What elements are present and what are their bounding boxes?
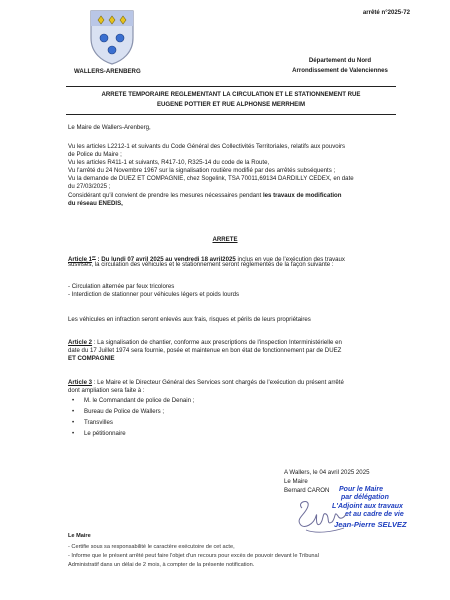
footer-title: Le Maire xyxy=(68,533,91,539)
vu-demande-line-2: du 27/03/2025 ; xyxy=(68,183,111,190)
signature-name: Bernard CARON xyxy=(284,487,330,494)
recipient-item: • Le pétitionnaire xyxy=(72,430,126,437)
coat-of-arms-logo xyxy=(88,8,136,66)
vu-demande-line-1: Vu la demande de DUEZ ET COMPAGNIE, chez Sogelink, TSA 70011,69134 DARDILLY CEDEX, en date xyxy=(68,175,354,182)
delegation-stamp-line-4: et au cadre de vie xyxy=(345,511,404,518)
title-box xyxy=(66,86,396,115)
footer-line-1: - Certifie sous sa responsabilité le caractère exécutoire de cet acte, xyxy=(68,544,235,550)
signature-role: Le Maire xyxy=(284,478,308,485)
arrete-heading: ARRETE xyxy=(212,236,238,243)
arrete-number: arrêté n°2025-72 xyxy=(362,9,410,16)
considerant-line-1: Considérant qu'il convient de prendre les mesures nécessaires pendant les travaux de modification xyxy=(68,192,342,199)
footer-line-2: - Informe que le présent arrêté peut faire l'objet d'un recours pour excès de pouvoir devant le Tribunal xyxy=(68,553,319,559)
vu-arrete-1967: Vu l'arrêté du 24 Novembre 1967 sur la signalisation routière modifié par des arrêtés subséquents ; xyxy=(68,167,336,174)
recipient-item: • Transvilles xyxy=(72,419,113,426)
title-line-1: ARRETE TEMPORAIRE REGLEMENTANT LA CIRCULATION ET LE STATIONNEMENT RUE xyxy=(101,91,361,98)
delegation-stamp-line-1: Pour le Maire xyxy=(339,486,383,493)
delegation-stamp-line-2: par délégation xyxy=(341,494,389,501)
infraction-notice: Les véhicules en infraction seront enlevés aux frais, risques et périls de leurs propriétaires xyxy=(68,316,311,323)
article-3-line-2: dont ampliation sera faite à : xyxy=(68,387,145,394)
vu-cgct-line-2: de Police du Maire ; xyxy=(68,151,122,158)
article-3-line-1: Article 3 : Le Maire et le Directeur Général des Services sont chargés de l'exécution du présent arrêté xyxy=(68,379,344,386)
mayor-intro: Le Maire de Wallers-Arenberg, xyxy=(68,124,151,131)
article-1-line-2: susvisés, la circulation des véhicules et le stationnement seront réglementés de la façon suivante : xyxy=(68,261,334,268)
title-line-2: EUGENE POTTIER ET RUE ALPHONSE MERRHEIM xyxy=(156,100,306,108)
vu-cgct-line-1: Vu les articles L2212-1 et suivants du Code Général des Collectivités Territoriales, relatifs aux pouvoirs xyxy=(68,143,346,150)
article-1-line-1: Article 1er : Du lundi 07 avril 2025 au vendredi 18 avril2025 inclus en vue de l'exécution des travaux xyxy=(68,254,345,264)
delegation-stamp-line-5: Jean-Pierre SELVEZ xyxy=(334,520,407,529)
measure-stationnement: - Interdiction de stationner pour véhicules légers et poids lourds xyxy=(68,291,240,298)
article-2-line-3: ET COMPAGNIE xyxy=(68,355,115,362)
article-2-line-1: Article 2 : La signalisation de chantier, conforme aux prescriptions de l'inspection Interministérielle en xyxy=(68,339,342,346)
department: Département du Nord xyxy=(308,57,372,64)
footer-line-3: Administratif dans un délai de 2 mois, à compter de la présente notification. xyxy=(68,562,255,568)
delegation-stamp-line-3: L'Adjoint aux travaux xyxy=(332,503,403,510)
commune-name: WALLERS-ARENBERG xyxy=(74,68,141,75)
considerant-line-2: du réseau ENEDIS, xyxy=(68,200,123,207)
measure-circulation: - Circulation alternée par feux tricolores xyxy=(68,283,175,290)
arrondissement: Arrondissement de Valenciennes xyxy=(292,67,388,74)
article-2-line-2: date du 17 Juillet 1974 sera fournie, posée et maintenue en bon état de fonctionnement par de DUEZ xyxy=(68,347,342,354)
signature-place-date: A Wallers, le 04 avril 2025 2025 xyxy=(284,469,370,476)
recipient-item: • Bureau de Police de Wallers ; xyxy=(72,408,165,415)
vu-code-route: Vu les articles R411-1 et suivants, R417-10, R325-14 du code de la Route, xyxy=(68,159,270,166)
recipient-item: • M. le Commandant de police de Denain ; xyxy=(72,397,195,404)
handwritten-signature xyxy=(292,494,350,538)
